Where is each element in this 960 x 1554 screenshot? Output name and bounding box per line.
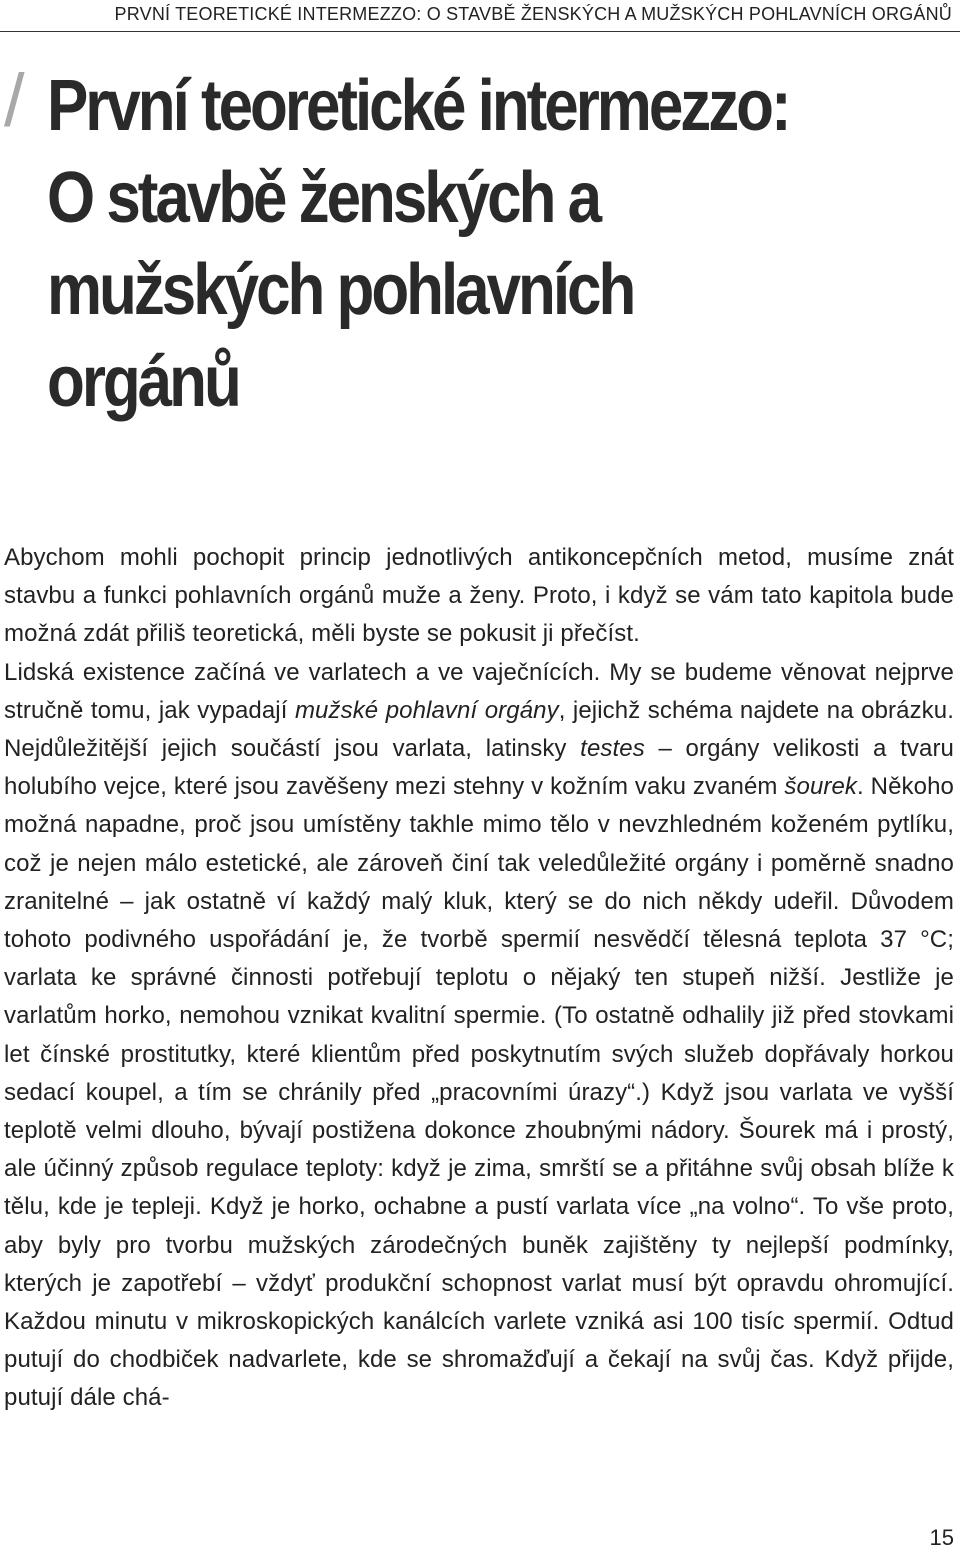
paragraph-2-text-c: – orgány velikosti a tvaru holubího vejce, které jsou zavěšeny mezi stehny v kožním vaku zvaném	[4, 735, 954, 801]
title-block	[4, 60, 954, 428]
paragraph-1: Abychom mohli pochopit princip jednotlivých antikoncepčních metod, musíme znát stavbu a funkci pohlavních orgánů muže a ženy. Proto, i když se vám tato kapitola bude možná zdát přiliš teoretická, měli byste se pokusit ji přečíst.	[4, 544, 954, 648]
paragraph-2-text-b: , jejichž schéma najdete na obrázku. Nejdůležitější jejich součástí jsou varlata, latinsky	[4, 696, 954, 763]
chapter-title: První teoretické intermezzo: O stavbě ženských a mužských pohlavních orgánů	[47, 66, 789, 422]
paragraph-2-text-a: Lidská existence začíná ve varlatech a ve vaječnících. My se budeme věnovat nejprve stručně tomu, jak vypadají	[4, 658, 954, 724]
italic-term-testes: testes	[580, 735, 645, 763]
body-text	[4, 539, 954, 1418]
paragraph-2	[4, 654, 954, 1418]
page-number: 15	[929, 1525, 954, 1550]
header-rule	[0, 31, 960, 32]
paragraph-2-text-d: . Někoho možná napadne, proč jsou umístěny takhle mimo tělo v nevzhledném koženém pytlíku, což je nejen málo estetické, ale zároveň činí tak veledůležité orgány i poměrně snadno zranitelné – jak ostatně ví každý malý kluk, který se do nich někdy udeřil. Důvodem tohoto podivného uspořádání je, že tvorbě spermií nesvědčí tělesná teplota 37 °C; varlata ke správné činnosti potřebují teplotu o nějaký ten stupeň nižší. Jestliže je varlatům horko, nemohou vznikat kvalitní spermie. (To ostatně odhalily již před stovkami let čínské prostitutky, které klientům před poskytnutím svých služeb dopřávaly horkou sedací koupel, a tím se chránily před „pracovními úrazy“.) Když jsou varlata ve vyšší teplotě velmi dlouho, bývají postižena dokonce zhoubnými nádory. Šourek má i prostý, ale účinný způsob regulace teploty: když je zima, smrští se a přitáhne svůj obsah blíže k tělu, kde je tepleji. Když je horko, ochabne a pustí varlata více „na volno“. To vše proto, aby byly pro tvorbu mužských zárodečných buněk zajištěny ty nejlepší podmínky, kterých je zapotřebí – vždyť produkční schopnost varlat musí být opravdu ohromující. Každou minutu v mikroskopických kanálcích varlete vzniká asi 100 tisíc spermií. Odtud putují do chodbiček nadvarlete, kde se shromažďují a čekají na svůj čas. Když přijde, putují dále chá-	[4, 773, 954, 1412]
italic-term-sourek: šourek	[784, 773, 858, 801]
title-slash: /	[4, 59, 25, 142]
running-header: PRVNÍ TEORETICKÉ INTERMEZZO: O STAVBĚ ŽENSKÝCH A MUŽSKÝCH POHLAVNÍCH ORGÁNŮ	[114, 4, 952, 24]
italic-term-male-organs: mužské pohlavní orgány	[294, 696, 559, 724]
